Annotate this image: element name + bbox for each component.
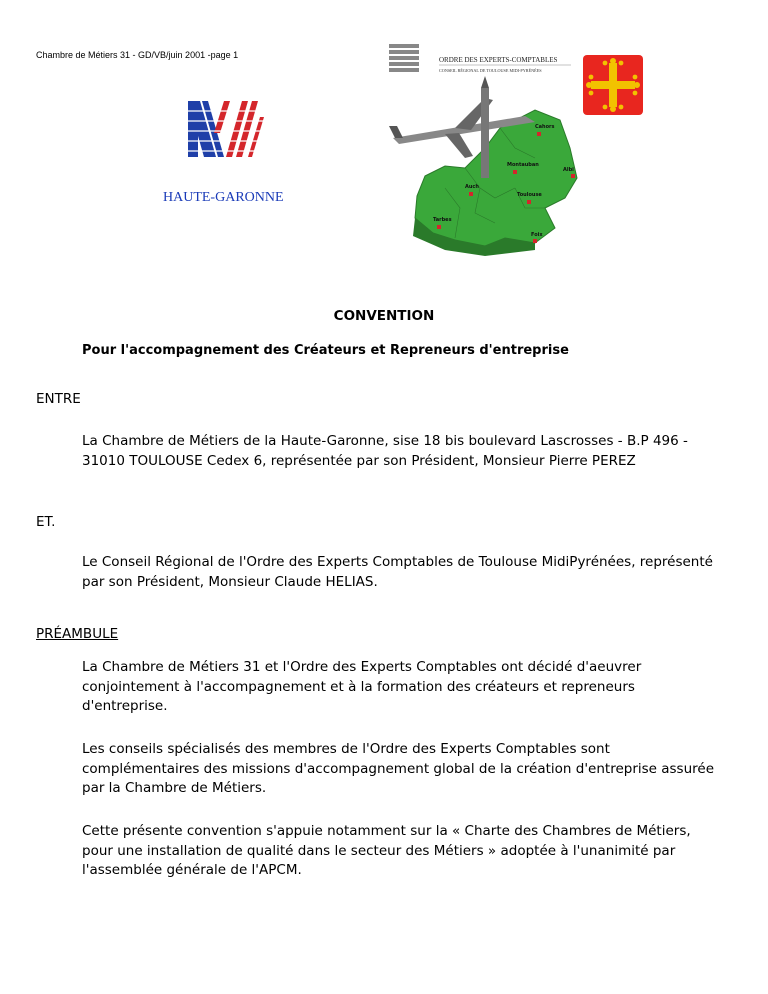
city-montauban: Montauban	[507, 162, 539, 168]
oec-title: ORDRE DES EXPERTS-COMPTABLES	[439, 56, 558, 64]
party-chambre-metiers: La Chambre de Métiers de la Haute-Garonne, sise 18 bis boulevard Lascrosses - B.P 496 - 31010 TOULOUSE Cedex 6, représentée par son Président, Monsieur Pierre PEREZ	[82, 433, 688, 469]
city-cahors: Cahors	[535, 124, 555, 130]
preamble-paragraph-2: Les conseils spécialisés des membres de l'Ordre des Experts Comptables sont complémentaires des missions d'accompagnement global de la création d'entreprise assurée par la Chambre de Métiers.	[82, 741, 715, 796]
occitan-cross-icon	[583, 55, 643, 115]
party-ordre-experts: Le Conseil Régional de l'Ordre des Experts Comptables de Toulouse MidiPyrénées, représenté par son Président, Monsieur Claude HELIAS.	[82, 554, 713, 590]
preamble-paragraph-1: La Chambre de Métiers 31 et l'Ordre des Experts Comptables ont décidé d'aeuvrer conjointement à l'accompagnement et à la formation des créateurs et repreneurs d'entreprise.	[82, 659, 642, 714]
city-toulouse: Toulouse	[517, 192, 542, 198]
chambre-metiers-logo	[186, 97, 266, 171]
page-header-reference: Chambre de Métiers 31 - GD/VB/juin 2001 -page 1	[36, 50, 239, 60]
building-icon	[389, 44, 419, 72]
rocket-icon	[481, 76, 489, 178]
city-auch: Auch	[465, 184, 479, 190]
document-title: CONVENTION	[333, 308, 435, 324]
preamble-paragraph-3: Cette présente convention s'appuie notamment sur la « Charte des Chambres de Métiers, pour une installation de qualité dans le secteur des Métiers » adoptée à l'unanimité par l'assemblée générale de l'APCM.	[82, 823, 691, 878]
section-entre: ENTRE	[36, 391, 81, 407]
city-tarbes: Tarbes	[433, 217, 452, 223]
section-preambule: PRÉAMBULE	[36, 626, 119, 642]
city-albi: Albi	[563, 167, 574, 173]
region-label: HAUTE-GARONNE	[163, 190, 284, 205]
city-foix: Foix	[531, 232, 543, 238]
oec-subtitle: CONSEIL RÉGIONAL DE TOULOUSE MIDI-PYRÉNÉES	[439, 68, 542, 73]
ordre-experts-comptables-logo	[385, 38, 585, 258]
document-subtitle: Pour l'accompagnement des Créateurs et Repreneurs d'entreprise	[82, 343, 569, 358]
section-et: ET.	[36, 514, 56, 530]
